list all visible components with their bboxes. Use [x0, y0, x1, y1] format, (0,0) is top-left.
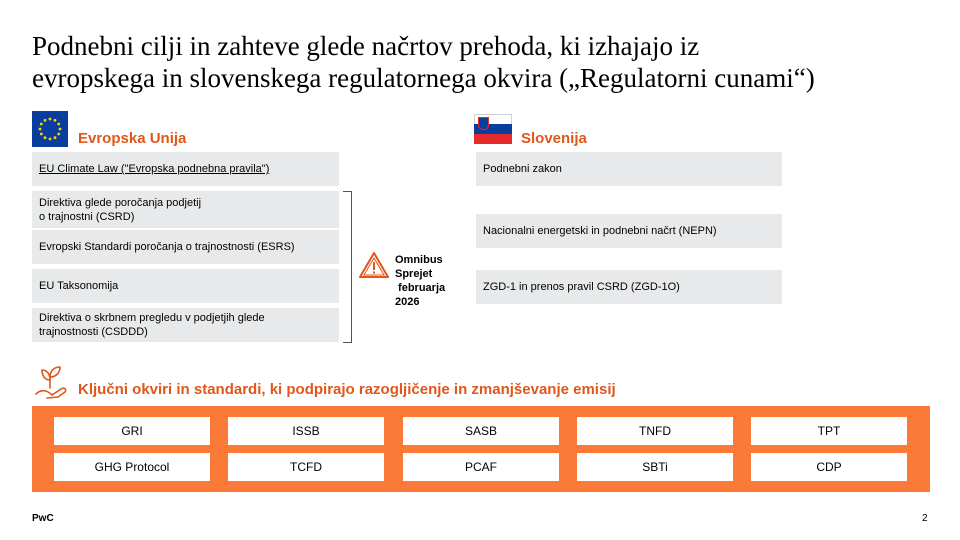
framework-issb: ISSB [228, 417, 384, 445]
slovenia-item-nepn-text: Nacionalni energetski in podnebni načrt (NEPN) [483, 225, 717, 237]
framework-gri: GRI [54, 417, 210, 445]
eu-item-csrd-line-1: Direktiva glede poročanja podjetij [39, 196, 202, 209]
eu-item-climate-law [32, 152, 339, 186]
frameworks-panel [32, 406, 930, 492]
eu-item-csrd [32, 191, 339, 228]
eu-item-csrd-line-2: o trajnostni (CSRD) [39, 210, 135, 223]
framework-tnfd: TNFD [577, 417, 733, 445]
framework-tpt: TPT [751, 417, 907, 445]
framework-pcaf: PCAF [403, 453, 559, 481]
omnibus-line-3: februarja [395, 282, 446, 294]
omnibus-note [395, 253, 445, 309]
frameworks-title: Ključni okviri in standardi, ki podpirajo razogljičenje in zmanjševanje emisij [78, 381, 616, 398]
eu-section-label: Evropska Unija [78, 130, 187, 147]
framework-ghg-protocol: GHG Protocol [54, 453, 210, 481]
eu-flag-icon [32, 111, 68, 147]
omnibus-line-2: Sprejet [395, 268, 433, 280]
slide-title [32, 30, 932, 94]
framework-sbti: SBTi [577, 453, 733, 481]
eu-item-csddd-line-1: Direktiva o skrbnem pregledu v podjetjih glede [39, 312, 265, 324]
framework-sasb: SASB [403, 417, 559, 445]
slovenia-item-zgd [476, 270, 782, 304]
eu-item-esrs-text: Evropski Standardi poročanja o trajnostnosti (ESRS) [39, 241, 295, 253]
plant-icon [33, 364, 71, 400]
slide-title-line-2: evropskega in slovenskega regulatornega okvira („Regulatorni cunami“) [32, 63, 815, 93]
slide-title-line-1: Podnebni cilji in zahteve glede načrtov prehoda, ki izhajajo iz [32, 31, 700, 61]
slovenia-item-climate-law-text: Podnebni zakon [483, 163, 562, 175]
eu-item-taxonomy [32, 269, 339, 303]
eu-item-esrs [32, 230, 339, 264]
omnibus-bracket [343, 191, 352, 343]
framework-cdp: CDP [751, 453, 907, 481]
eu-item-csddd-line-2: trajnostnosti (CSDDD) [39, 326, 148, 338]
slovenia-flag-icon [474, 114, 512, 144]
slovenia-item-nepn [476, 214, 782, 248]
eu-item-taxonomy-text: EU Taksonomija [39, 280, 119, 292]
eu-item-climate-law-text: EU Climate Law ("Evropska podnebna pravila") [39, 163, 270, 175]
footer-brand: PwC [32, 513, 54, 524]
slovenia-section-label: Slovenija [521, 130, 587, 147]
page-number: 2 [922, 513, 928, 524]
framework-tcfd: TCFD [228, 453, 384, 481]
eu-item-csddd [32, 308, 339, 342]
slovenia-item-climate-law [476, 152, 782, 186]
warning-icon [358, 251, 390, 279]
slovenia-item-zgd-text: ZGD-1 in prenos pravil CSRD (ZGD-1O) [483, 281, 680, 293]
omnibus-line-1: Omnibus [395, 254, 443, 266]
omnibus-line-4: 2026 [395, 296, 420, 308]
